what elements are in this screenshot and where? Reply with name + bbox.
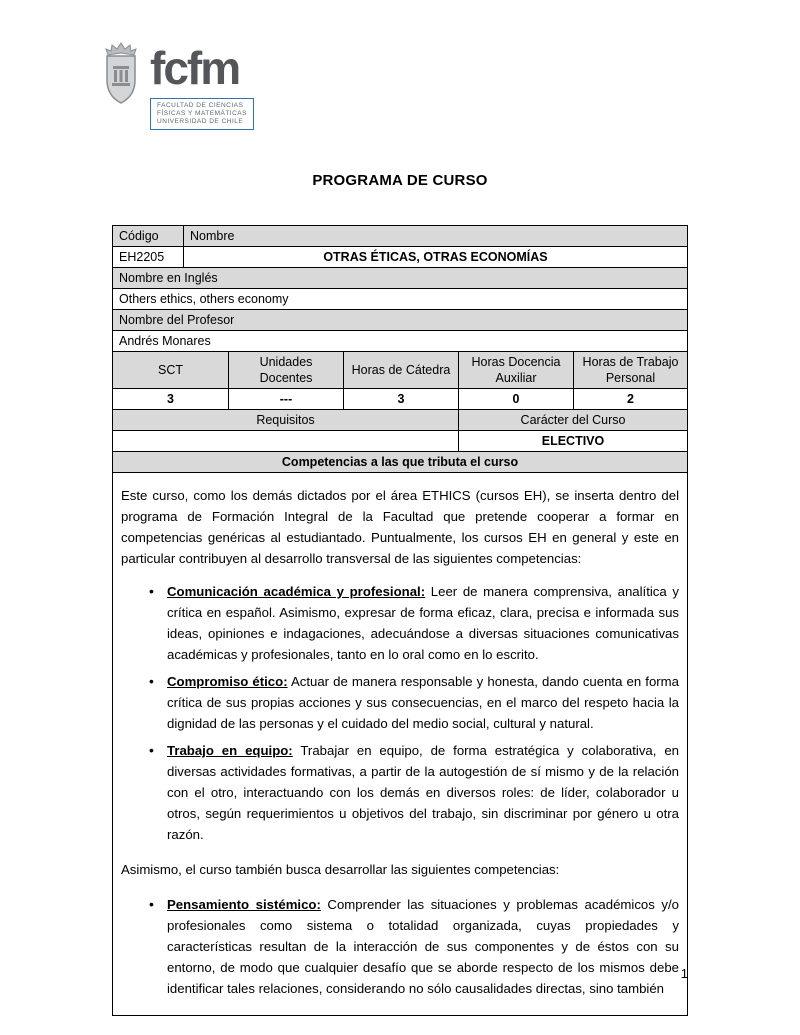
table-row-hours-values xyxy=(113,389,687,410)
table-row-code-value xyxy=(113,247,687,268)
bullet-text: Trabajar en equipo, de forma estratégica y colaborativa, en diversas actividades formativas, a partir de la autogestión de sí mismo y de la relación con el otro, interactuando con los demás en diversos roles: de líder, colaborador u otros, según requerimientos u objetivos del trabajo, sin discriminar por género u otra razón. xyxy=(167,743,679,842)
table-row-professor-header xyxy=(113,310,687,331)
competencias-header-cell: Competencias a las que tributa el curso xyxy=(113,452,687,472)
bullet-item-compromiso xyxy=(149,671,679,734)
table-row-body xyxy=(113,473,687,1015)
professor-name-cell: Andrés Monares xyxy=(119,334,211,348)
horas-docencia-header-cell: Horas Docencia Auxiliar xyxy=(458,352,573,388)
bullet-item-comunicacion xyxy=(149,581,679,665)
nombre-label-cell: Nombre xyxy=(183,226,687,246)
table-row-requisitos-header xyxy=(113,410,687,431)
bullet-text: Comprender las situaciones y problemas académicos y/o profesionales como sistema o totalidad organizada, cuyas propiedades y características resultan de la interacción de sus componentes y de éstos con su entorno, de modo que cualquier desafío que se aborde respecto de los mismos debe identificar tales relaciones, considerando no sólo causalidades directas, sino también xyxy=(167,897,679,996)
brand-wordmark: fcfm xyxy=(150,42,240,94)
page-title: PROGRAMA DE CURSO xyxy=(312,172,488,189)
university-logo xyxy=(100,42,254,130)
bullet-item-trabajo xyxy=(149,740,679,845)
table-row-english-header xyxy=(113,268,687,289)
bullet-lead: Compromiso ético: xyxy=(167,674,288,689)
additional-bullet-list xyxy=(121,894,679,999)
unidades-docentes-header-cell: Unidades Docentes xyxy=(228,352,343,388)
page-number: 1 xyxy=(680,966,688,981)
course-info-table xyxy=(112,225,688,1016)
horas-trabajo-value-cell: 2 xyxy=(573,389,687,409)
horas-catedra-header-cell: Horas de Cátedra xyxy=(343,352,458,388)
course-name-cell: OTRAS ÉTICAS, OTRAS ECONOMÍAS xyxy=(183,247,687,267)
bullet-text: Actuar de manera responsable y honesta, dando cuenta en forma crítica de sus propias acciones y sus consecuencias, en el marco del respeto hacia la dignidad de las personas y el cuidado del medio social, cultural y natural. xyxy=(167,674,679,731)
faculty-line: FÍSICAS Y MATEMÁTICAS xyxy=(157,110,247,117)
middle-paragraph: Asimismo, el curso también busca desarrollar las siguientes competencias: xyxy=(121,862,560,877)
bullet-item-pensamiento xyxy=(149,894,679,999)
faculty-line: UNIVERSIDAD DE CHILE xyxy=(157,118,244,125)
faculty-name-box xyxy=(150,98,254,130)
english-name-label-cell: Nombre en Inglés xyxy=(113,268,687,288)
table-row-competencias-header xyxy=(113,452,687,473)
sct-header-cell: SCT xyxy=(113,352,228,388)
english-name-cell: Others ethics, others economy xyxy=(119,292,289,306)
horas-docencia-value-cell: 0 xyxy=(458,389,573,409)
caracter-label-cell: Carácter del Curso xyxy=(458,410,687,430)
table-row-code-header xyxy=(113,226,687,247)
bullet-lead: Comunicación académica y profesional: xyxy=(167,584,426,599)
competencias-body-cell xyxy=(113,473,687,1015)
intro-paragraph: Este curso, como los demás dictados por el área ETHICS (cursos EH), se inserta dentro del programa de Formación Integral de la Facultad que pretende cooperar a formar en competencias genéricas al estudiantado. Puntualmente, los cursos EH en general y este en particular contribuyen al desarrollo transversal de las siguientes competencias: xyxy=(121,488,679,566)
table-row-professor-value xyxy=(113,331,687,352)
bullet-text: Leer de manera comprensiva, analítica y crítica en español. Asimismo, expresar de forma eficaz, clara, precisa e informada sus ideas, opiniones e indagaciones, adecuándose a diversas situaciones comunicativas académicas y profesionales, tanto en lo oral como en lo escrito. xyxy=(167,584,679,662)
competencias-bullet-list xyxy=(121,581,679,845)
sct-value-cell: 3 xyxy=(167,392,174,406)
table-row-hours-header xyxy=(113,352,687,389)
horas-catedra-value-cell: 3 xyxy=(343,389,458,409)
bullet-lead: Pensamiento sistémico: xyxy=(167,897,321,912)
professor-label-cell: Nombre del Profesor xyxy=(113,310,687,330)
bullet-lead: Trabajo en equipo: xyxy=(167,743,293,758)
course-code-cell: EH2205 xyxy=(119,250,165,264)
requisitos-value-cell xyxy=(113,431,458,451)
horas-trabajo-header-cell: Horas de Trabajo Personal xyxy=(573,352,687,388)
table-row-english-value xyxy=(113,289,687,310)
caracter-value-cell: ELECTIVO xyxy=(458,431,687,451)
university-emblem-icon xyxy=(100,42,142,111)
unidades-docentes-value-cell: --- xyxy=(228,389,343,409)
requisitos-label-cell: Requisitos xyxy=(113,410,458,430)
codigo-label-cell: Código xyxy=(113,226,183,246)
table-row-requisitos-value xyxy=(113,431,687,452)
faculty-line: FACULTAD DE CIENCIAS xyxy=(157,102,244,109)
